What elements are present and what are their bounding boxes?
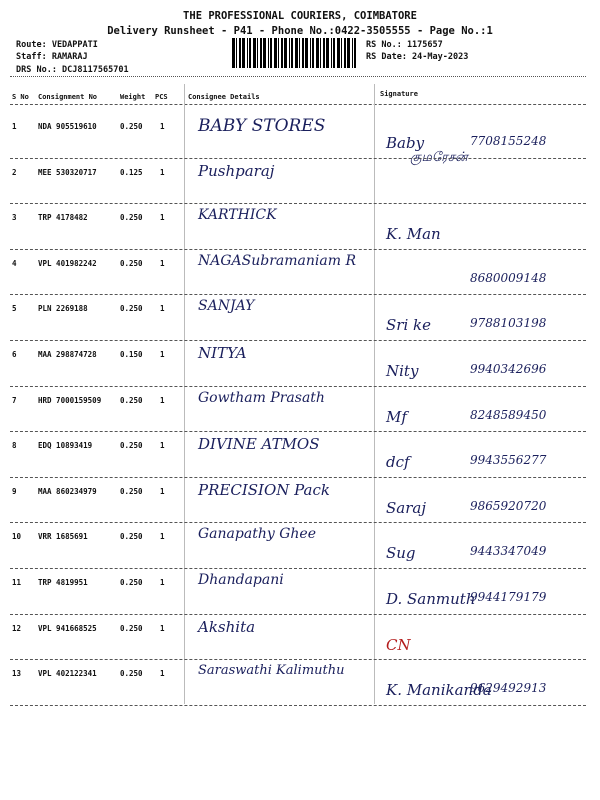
col-header-sno: S No — [12, 93, 29, 101]
row-signature: dcf — [386, 453, 410, 472]
row-signature: K. Man — [386, 225, 441, 244]
row-consignee-name: Saraswathi Kalimuthu — [198, 663, 345, 679]
row-divider — [10, 158, 586, 159]
col-header-consignee: Consignee Details — [188, 93, 260, 101]
row-pcs: 1 — [160, 578, 165, 587]
row-signature-phone: 9629492913 — [470, 681, 547, 696]
barcode — [232, 38, 360, 68]
row-divider — [10, 203, 586, 204]
row-divider — [10, 614, 586, 615]
row-weight: 0.250 — [120, 122, 143, 131]
row-consignee-name: PRECISION Pack — [198, 480, 330, 499]
staff-label: Staff: RAMARAJ — [16, 52, 88, 62]
row-pcs: 1 — [160, 669, 165, 679]
row-consignee-name: NAGASubramaniam R — [198, 252, 356, 269]
row-consignee-name: DIVINE ATMOS — [198, 435, 320, 454]
row-divider — [10, 568, 586, 569]
row-pcs: 1 — [160, 350, 165, 359]
row-signature-phone: 8248589450 — [470, 407, 547, 422]
row-consignment-no: NDA 905519610 — [38, 122, 97, 131]
row-consignee-name: NITYA — [198, 344, 247, 362]
row-consignment-no: VPL 941668525 — [38, 623, 97, 633]
row-sno: 5 — [12, 304, 17, 314]
row-pcs: 1 — [160, 258, 165, 268]
row-consignee-name: BABY STORES — [198, 116, 326, 136]
row-signature-phone: 9940342696 — [470, 362, 547, 376]
row-consignee-name: SANJAY — [198, 298, 255, 315]
row-sno: 13 — [12, 669, 22, 679]
row-weight: 0.150 — [120, 350, 143, 359]
row-pcs: 1 — [160, 623, 165, 633]
row-consignment-no: MEE 530320717 — [38, 167, 97, 177]
row-sno: 11 — [12, 578, 22, 587]
row-divider — [10, 249, 586, 250]
divider — [10, 76, 586, 77]
row-weight: 0.250 — [120, 532, 143, 542]
row-divider — [10, 340, 586, 341]
row-signature-phone: 9865920720 — [470, 498, 547, 513]
row-weight: 0.250 — [120, 486, 143, 496]
col-header-signature: Signature — [380, 90, 418, 98]
row-signature-phone: 9788103198 — [470, 316, 547, 331]
row-sno: 7 — [12, 395, 17, 405]
row-divider — [10, 705, 586, 706]
route-label: Route: VEDAPPATI — [16, 40, 98, 50]
row-pcs: 1 — [160, 395, 165, 405]
rs-number: RS No.: 1175657 — [366, 40, 443, 50]
row-consignment-no: PLN 2269188 — [38, 304, 88, 314]
rs-date: RS Date: 24-May-2023 — [366, 52, 469, 62]
row-consignment-no: EDQ 10893419 — [38, 441, 93, 451]
row-sno: 12 — [12, 623, 22, 633]
row-consignee-name: Pushparaj — [198, 161, 275, 180]
row-consignment-no: VPL 401982242 — [38, 258, 97, 268]
row-divider — [10, 294, 586, 295]
row-consignment-no: TRP 4819951 — [38, 578, 88, 587]
row-sno: 10 — [12, 532, 22, 542]
row-divider — [10, 659, 586, 660]
row-pcs: 1 — [160, 532, 165, 542]
row-sno: 8 — [12, 441, 17, 451]
row-consignee-name: Gowtham Prasath — [198, 389, 325, 406]
row-pcs: 1 — [160, 441, 165, 451]
row-consignee-name: Ganapathy Ghee — [198, 526, 316, 543]
col-header-weight: Weight — [120, 93, 146, 101]
column-divider — [184, 84, 185, 704]
row-sno: 2 — [12, 167, 17, 177]
row-signature: CN — [386, 635, 411, 654]
row-signature-phone: 8680009148 — [470, 270, 547, 285]
row-signature-phone: 9943556277 — [470, 453, 547, 468]
row-pcs: 1 — [160, 122, 165, 131]
row-pcs: 1 — [160, 304, 165, 314]
row-signature-phone: 9443347049 — [470, 544, 547, 559]
column-divider — [374, 84, 375, 704]
row-sno: 9 — [12, 486, 17, 496]
row-consignee-name: Dhandapani — [198, 572, 284, 588]
row-consignee-name: KARTHICK — [198, 207, 277, 224]
row-signature: Sug — [386, 544, 416, 563]
row-signature: Nity — [386, 362, 419, 380]
row-pcs: 1 — [160, 167, 165, 177]
col-header-consignment: Consignment No — [38, 93, 98, 101]
row-pcs: 1 — [160, 213, 165, 223]
row-weight: 0.125 — [120, 167, 143, 177]
runsheet-subtitle: Delivery Runsheet - P41 - Phone No.:0422-3505555 - Page No.:1 — [107, 25, 493, 37]
row-sno: 4 — [12, 258, 17, 268]
row-weight: 0.250 — [120, 441, 143, 451]
col-header-pcs: PCS — [155, 93, 168, 101]
divider — [10, 104, 586, 105]
row-sno: 1 — [12, 122, 17, 131]
row-divider — [10, 386, 586, 387]
row-signature-phone: 7708155248 — [470, 134, 547, 148]
row-consignment-no: TRP 4178482 — [38, 213, 88, 223]
row-signature: K. Manikanda — [386, 681, 492, 700]
row-signature: Sri ke — [386, 316, 431, 335]
row-signature-note: குமரேசன் — [410, 150, 468, 165]
row-divider — [10, 477, 586, 478]
row-signature: Saraj — [386, 498, 426, 517]
row-weight: 0.250 — [120, 258, 143, 268]
row-consignment-no: MAA 860234979 — [38, 486, 97, 496]
row-signature: Mf — [386, 407, 407, 426]
row-sno: 3 — [12, 213, 17, 223]
row-signature-phone: 9944179179 — [470, 590, 547, 604]
row-signature: D. Sanmuth — [386, 590, 476, 608]
row-consignee-name: Akshita — [198, 617, 256, 636]
row-weight: 0.250 — [120, 395, 143, 405]
row-pcs: 1 — [160, 486, 165, 496]
row-divider — [10, 522, 586, 523]
drs-number: DRS No.: DCJ8117565701 — [16, 65, 129, 75]
row-consignment-no: VPL 402122341 — [38, 669, 97, 679]
company-title: THE PROFESSIONAL COURIERS, COIMBATORE — [183, 10, 417, 22]
row-signature: Baby — [386, 134, 425, 152]
row-consignment-no: HRD 7000159509 — [38, 395, 102, 405]
row-divider — [10, 431, 586, 432]
row-weight: 0.250 — [120, 578, 143, 587]
row-weight: 0.250 — [120, 623, 143, 633]
row-sno: 6 — [12, 350, 17, 359]
row-weight: 0.250 — [120, 213, 143, 223]
row-weight: 0.250 — [120, 669, 143, 679]
row-consignment-no: VRR 1685691 — [38, 532, 88, 542]
row-weight: 0.250 — [120, 304, 143, 314]
row-consignment-no: MAA 298874728 — [38, 350, 97, 359]
